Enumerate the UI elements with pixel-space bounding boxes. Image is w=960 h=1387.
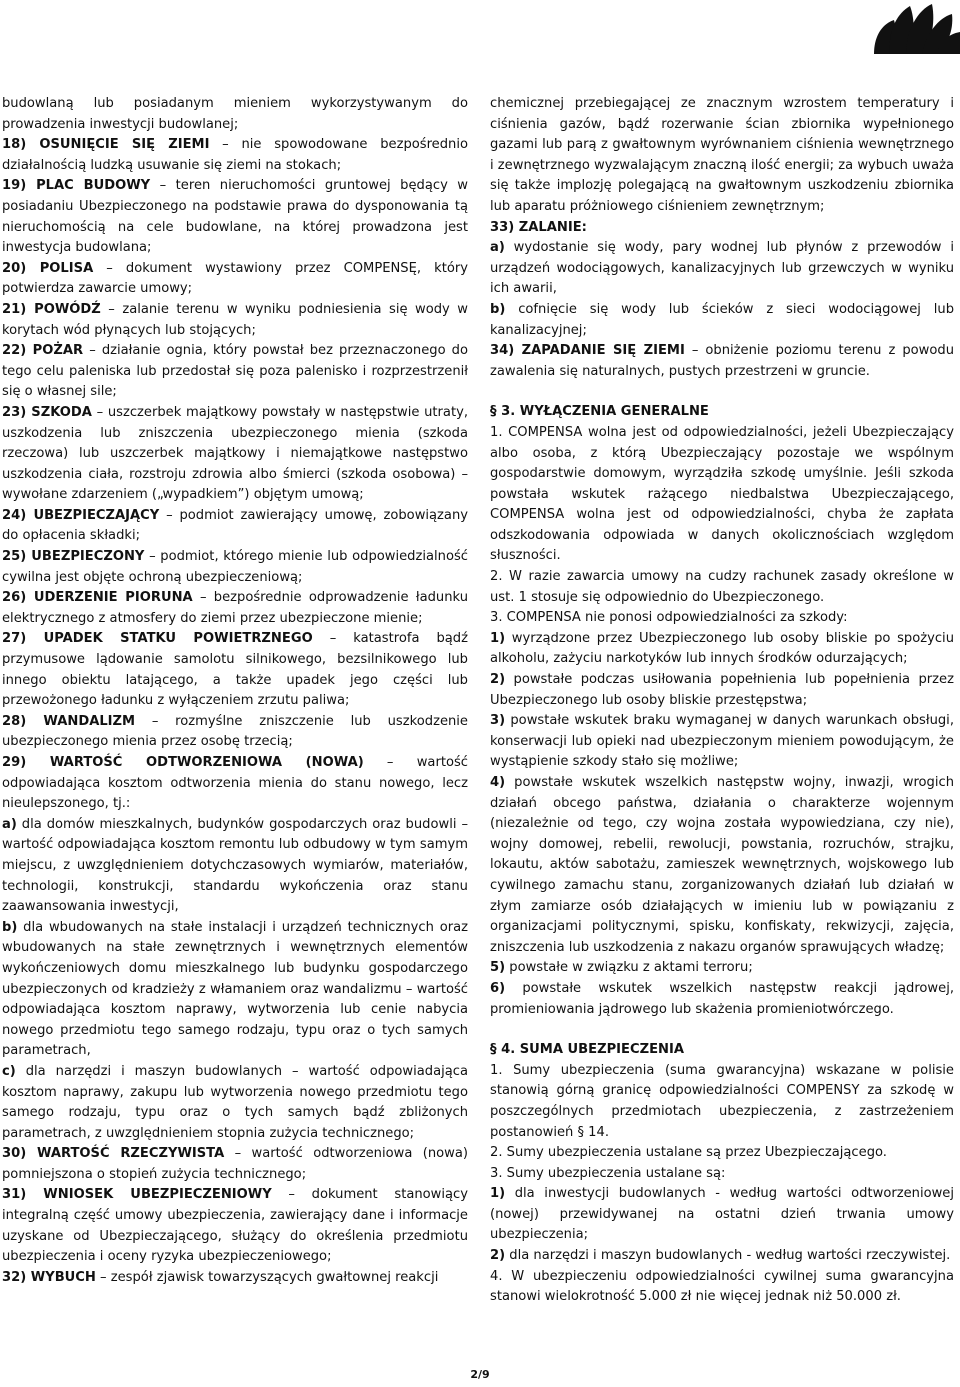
- paragraph-text: – nie spowodowane bezpośrednio działalnością ludzką usuwanie się ziemi na stokach;: [2, 137, 468, 173]
- paragraph: [490, 1246, 954, 1267]
- paragraph: [2, 94, 468, 135]
- paragraph-text: – działanie ognia, który powstał bez przeznaczonego do tego celu paleniska lub przedostał się poza palenisko i rozprzestrzenił się o własnej sile;: [2, 343, 469, 400]
- term-label: 30) WARTOŚĆ RZECZYWISTA: [2, 1146, 225, 1162]
- paragraph: [2, 712, 468, 753]
- paragraph-text: – katastrofa bądź przymusowe lądowanie samolotu silnikowego, bezsilnikowego lub innego obiektu latającego, a także upadek jego części lub przewożonego ładunku z wyłączeniem zrzutu paliwa;: [2, 631, 468, 709]
- term-label: 1): [490, 630, 506, 646]
- paragraph-text: dla narzędzi i maszyn budowlanych - według wartości rzeczywistej.: [505, 1248, 951, 1264]
- paragraph-text: powstałe wskutek braku wymaganej w danych warunkach obsługi, konserwacji lub opieki nad ubezpieczonym mieniem powodującym, że wystąpienie szkody stało się możliwe;: [490, 713, 954, 770]
- paragraph-text: – wartość odpowiadająca kosztom odtworzenia mienia do stanu nowego, lecz nieulepszonego, tj.:: [2, 755, 468, 812]
- term-label: 22) POŻAR: [2, 343, 84, 359]
- paragraph-text: 4. W ubezpieczeniu odpowiedzialności cywilnej suma gwarancyjna stanowi wielokrotność 5.000 zł nie więcej jednak niż 50.000 zł.: [490, 1268, 954, 1305]
- term-label: 19) PLAC BUDOWY: [2, 178, 151, 194]
- paragraph: [490, 1143, 954, 1164]
- term-label: 25) UBEZPIECZONY: [2, 549, 145, 565]
- term-label: 2): [490, 672, 506, 688]
- term-label: c): [2, 1063, 16, 1079]
- page-number: 2/9: [470, 1368, 490, 1381]
- paragraph: [490, 1267, 954, 1308]
- right-column: [490, 94, 954, 1308]
- term-label: 28) WANDALIZM: [2, 713, 136, 729]
- paragraph-text: dla inwestycji budowlanych - według wartości odtworzeniowej (nowej) przewidywanej na ostatni dzień trwania umowy ubezpieczenia;: [490, 1186, 954, 1243]
- paragraph-text: wyrządzone przez Ubezpieczonego lub osoby bliskie po spożyciu alkoholu, zażyciu narkotyków lub innych środków odurzających;: [490, 630, 954, 667]
- term-label: 34) ZAPADANIE SIĘ ZIEMI: [490, 343, 685, 359]
- paragraph: [490, 979, 954, 1020]
- term-label: 4): [490, 775, 506, 790]
- paragraph: [2, 1185, 468, 1267]
- compensa-logo-icon: [868, 0, 960, 54]
- term-label: 23) SZKODA: [2, 404, 92, 420]
- paragraph-text: powstałe wskutek wszelkich następstw reakcji jądrowej, promieniowania jądrowego lub skażenia promieniotwórczego.: [490, 980, 954, 1017]
- paragraph-text: 2. W razie zawarcia umowy na cudzy rachunek zasady określone w ust. 1 stosuje się odpowiednio do Ubezpieczonego.: [490, 569, 954, 605]
- paragraph-text: 1. Sumy ubezpieczenia (suma gwarancyjna) wskazane w polisie stanowią górną granicę odpowiedzialności COMPENSY za szkodę w poszczególnych przedmiotach ubezpieczenia, z zastrzeżeniem postanowień § 14.: [490, 1062, 954, 1140]
- term-label: 21) POWÓDŹ: [2, 301, 101, 317]
- paragraph-text: – podmiot, którego mienie lub odpowiedzialność cywilna jest objęte ochroną ubezpieczeniową;: [2, 549, 468, 585]
- term-label: 1): [490, 1186, 506, 1202]
- term-label: b): [490, 301, 506, 317]
- term-label: 29) WARTOŚĆ ODTWORZENIOWA (NOWA): [2, 755, 364, 770]
- paragraph: [2, 547, 468, 588]
- term-label: 6): [490, 980, 506, 996]
- term-label: 24) UBEZPIECZAJĄCY: [2, 507, 160, 523]
- paragraph: [490, 958, 954, 979]
- paragraph-text: dla domów mieszkalnych, budynków gospodarczych oraz budowli – wartość odpowiadająca kosztom remontu lub odbudowy w tym samym miejscu, z uwzględnieniem dotychczasowych wymiarów, materiałów, technologii, konstrukcji, standardu wykończenia oraz stanu zaawansowania inwestycji,: [2, 816, 468, 915]
- paragraph: [490, 238, 954, 300]
- term-label: 32) WYBUCH: [2, 1269, 96, 1285]
- term-label: b): [2, 919, 18, 935]
- paragraph: [490, 94, 954, 218]
- paragraph: [490, 1061, 954, 1143]
- paragraph: [490, 341, 954, 382]
- paragraph-text: – wartość odtworzeniowa (nowa) pomniejszona o stopień zużycia technicznego;: [2, 1146, 468, 1182]
- term-label: 3): [490, 713, 506, 729]
- paragraph-text: 3. COMPENSA nie ponosi odpowiedzialności za szkody:: [490, 610, 848, 626]
- paragraph: [2, 506, 468, 547]
- paragraph: [2, 753, 468, 815]
- term-label: 5): [490, 960, 506, 976]
- paragraph: [490, 300, 954, 341]
- paragraph: [2, 300, 468, 341]
- paragraph-text: powstałe podczas usiłowania popełnienia lub popełnienia przez Ubezpieczonego lub osoby bliskie przestępstwa;: [490, 672, 954, 708]
- paragraph: [2, 1144, 468, 1185]
- term-label: 33) ZALANIE:: [490, 219, 587, 235]
- paragraph: [2, 815, 468, 918]
- paragraph: [490, 567, 954, 608]
- paragraph-text: – teren nieruchomości gruntowej będący w posiadaniu Ubezpieczonego na podstawie prawa do dysponowania tą nieruchomością na cele budowlane, na której prowadzona jest inwestycja budowlana;: [2, 178, 469, 256]
- term-label: 31) WNIOSEK UBEZPIECZENIOWY: [2, 1187, 272, 1203]
- paragraph-text: dla wbudowanych na stałe instalacji i urządzeń technicznych oraz wbudowanych na stałe zewnętrznych i wewnętrznych elementów wykończeniowych domu mieszkalnego lub budynku gospodarczego ubezpieczonych od kradzieży z włamaniem oraz wandalizmu – wartość odpowiadająca kosztom naprawy, wytworzenia lub cenie nabycia nowego przedmiotu tego samego rodzaju, typu oraz o tych samych parametrach,: [2, 919, 468, 1059]
- term-label: 18) OSUNIĘCIE SIĘ ZIEMI: [2, 137, 210, 153]
- paragraph-text: 1. COMPENSA wolna jest od odpowiedzialności, jeżeli Ubezpieczający albo osoba, z którą Ubezpieczający pozostaje we wspólnym gospodarstwie domowym, wyrządziła szkodę umyślnie. Jeśli szkoda powstała wskutek rażącego niedbalstwa Ubezpieczającego, COMPENSA wolna jest od odpowiedzialności, chyba że zapłata odszkodowania odpowiada w danych okolicznościach względom słuszności.: [490, 424, 954, 564]
- paragraph: [2, 588, 468, 629]
- term-label: 20) POLISA: [2, 260, 94, 276]
- paragraph: [2, 403, 468, 506]
- paragraph-text: – dokument wystawiony przez COMPENSĘ, który potwierdza zawarcie umowy;: [2, 260, 468, 297]
- paragraph: [490, 670, 954, 711]
- paragraph-text: budowlaną lub posiadanym mieniem wykorzystywanym do prowadzenia inwestycji budowlanej;: [2, 96, 468, 132]
- paragraph: [2, 135, 468, 176]
- paragraph-text: – rozmyślne zniszczenie lub uszkodzenie ubezpieczonego mienia przez osobę trzecią;: [2, 713, 468, 750]
- paragraph: [490, 773, 954, 958]
- paragraph: [2, 1062, 468, 1144]
- paragraph-text: cofnięcie się wody lub ścieków z sieci wodociągowej lub kanalizacyjnej;: [490, 301, 954, 338]
- paragraph: [490, 629, 954, 670]
- term-label: a): [490, 240, 505, 256]
- paragraph-text: – dokument stanowiący integralną część umowy ubezpieczenia, zawierający dane i informacje uzyskane od Ubezpieczającego, służący do określenia przedmiotu ubezpieczenia i oceny ryzyka ubezpieczeniowego;: [2, 1187, 468, 1265]
- paragraph-text: chemicznej przebiegającej ze znacznym wzrostem temperatury i ciśnienia gazów, bądź rozerwanie ścian zbiornika wypełnionego gazami lub parą z gwałtownym wyrównaniem ciśnienia wewnętrznego i zewnętrznego wyzwalającym znaczną ilość energii; za wybuch uważa się także implozję polegającą na gwałtownym uszkodzeniu zbiornika lub aparatu próżniowego ciśnieniem zewnętrznym;: [490, 96, 954, 214]
- paragraph: [490, 1164, 954, 1185]
- paragraph: [2, 629, 468, 711]
- paragraph-text: dla narzędzi i maszyn budowlanych – wartość odpowiadająca kosztom naprawy, zakupu lub wytworzenia nowego przedmiotu tego samego rodzaju, typu oraz o tych samych bądź zbliżonych parametrach, z uwzględnieniem stopnia zużycia technicznego;: [2, 1063, 468, 1141]
- section-heading: § 3. WYŁĄCZENIA GENERALNE: [490, 404, 709, 420]
- paragraph-text: powstałe wskutek wszelkich następstw wojny, inwazji, wrogich działań obcego państwa, działania o charakterze wojennym (niezależnie od tego, czy wojna została wypowiedziana, czy nie), wojny domowej, rebelii, rewolucji, powstania, rozruchów, strajku, lokautu, aktów sabotażu, zamieszek wewnętrznych, wojskowego lub cywilnego zamachu stanu, zorganizowanych działań lub działań w złym zamiarze osób działających w imieniu lub w powiązaniu z organizacjami politycznymi, spisku, konfiskaty, rekwizycji, zajęcia, zniszczenia lub uszkodzenia z nakazu organów sprawujących władzę;: [490, 775, 954, 955]
- paragraph: [2, 341, 468, 403]
- left-column: [2, 94, 468, 1288]
- term-label: a): [2, 816, 17, 832]
- paragraph: [2, 918, 468, 1062]
- paragraph-text: – uszczerbek majątkowy powstały w następstwie utraty, uszkodzenia lub zniszczenia ubezpieczonego mienia (szkoda rzeczowa) lub uszczerbek majątkowy i niemajątkowe następstwo uszkodzenia ciała, rozstroju zdrowia albo śmierci (szkoda osobowa) – wywołane zdarzeniem („wypadkiem”) objętym umową;: [2, 404, 468, 503]
- paragraph: [490, 711, 954, 773]
- paragraph-text: powstałe w związku z aktami terroru;: [505, 960, 753, 976]
- paragraph: [2, 259, 468, 300]
- paragraph: [490, 1184, 954, 1246]
- paragraph: [490, 218, 954, 239]
- paragraph-text: 3. Sumy ubezpieczenia ustalane są:: [490, 1165, 726, 1181]
- paragraph: [2, 1268, 468, 1289]
- paragraph-text: – podmiot zawierający umowę, zobowiązany do opłacenia składki;: [2, 507, 469, 544]
- paragraph: [490, 423, 954, 567]
- paragraph-text: wydostanie się wody, pary wodnej lub płynów z przewodów i urządzeń wodociągowych, kanalizacyjnych lub grzewczych w wyniku ich awarii,: [490, 240, 954, 297]
- paragraph-text: – bezpośrednie odprowadzenie ładunku elektrycznego z atmosfery do ziemi przez ubezpieczone mienie;: [2, 590, 468, 626]
- paragraph: [490, 608, 954, 629]
- section-heading: § 4. SUMA UBEZPIECZENIA: [490, 1042, 685, 1058]
- term-label: 27) UPADEK STATKU POWIETRZNEGO: [2, 631, 313, 647]
- paragraph-text: – zalanie terenu w wyniku podniesienia się wody w korytach wód płynących lub stojących;: [2, 301, 469, 338]
- paragraph: [2, 176, 468, 258]
- term-label: 26) UDERZENIE PIORUNA: [2, 590, 193, 606]
- paragraph-text: – obniżenie poziomu terenu z powodu zawalenia się naturalnych, pustych przestrzeni w gruncie.: [490, 343, 954, 379]
- paragraph-text: – zespół zjawisk towarzyszących gwałtownej reakcji: [95, 1269, 439, 1285]
- paragraph-text: 2. Sumy ubezpieczenia ustalane są przez Ubezpieczającego.: [490, 1145, 887, 1161]
- term-label: 2): [490, 1248, 506, 1264]
